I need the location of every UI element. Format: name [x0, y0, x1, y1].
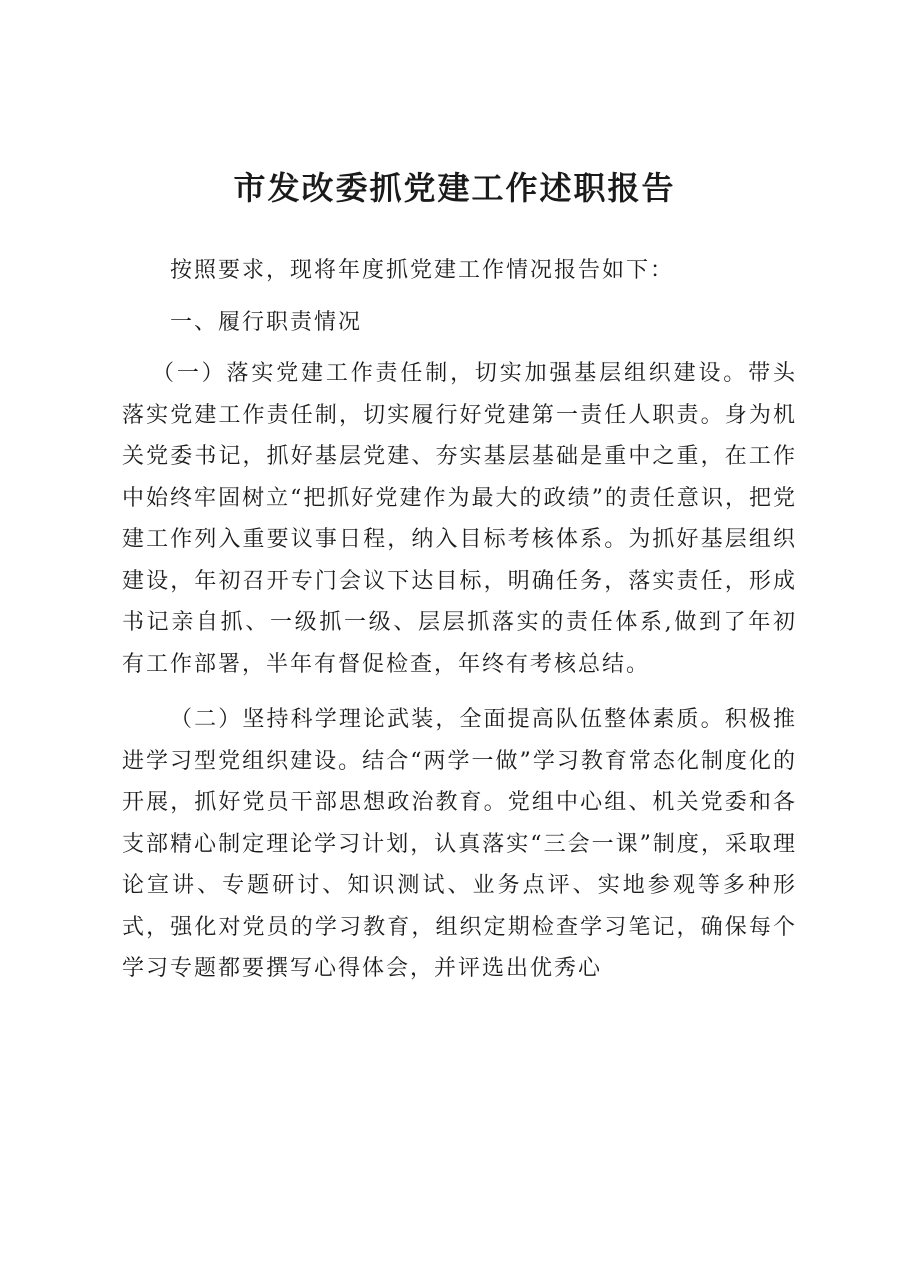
intro-paragraph: 按照要求，现将年度抓党建工作情况报告如下：: [170, 258, 675, 283]
document-body: [122, 250, 797, 990]
paragraph-item-2: （二）坚持科学理论武装，全面提高队伍整体素质。积极推进学习型党组织建设。结合“两学一做”学习教育常态化制度化的开展，抓好党员干部思想政治教育。党组中心组、机关党委和各支部精心制定理论学习计划，认真落实“三会一课”制度，采取理论宣讲、专题研讨、知识测试、业务点评、实地参观等多种形式，强化对党员的学习教育，组织定期检查学习笔记，确保每个学习专题都要撰写心得体会，并评选出优秀心: [122, 707, 797, 981]
paragraph-item-1: （一）落实党建工作责任制，切实加强基层组织建设。带头落实党建工作责任制，切实履行好党建第一责任人职责。身为机关党委书记，抓好基层党建、夯实基层基础是重中之重，在工作中始终牢固树立“把抓好党建作为最大的政绩”的责任意识，把党建工作列入重要议事日程，纳入目标考核体系。为抓好基层组织建设，年初召开专门会议下达目标，明确任务，落实责任，形成书记亲自抓、一级抓一级、层层抓落实的责任体系,做到了年初有工作部署，半年有督促检查，年终有考核总结。: [122, 361, 797, 677]
document-title: 市发改委抓党建工作述职报告: [233, 169, 676, 207]
section-heading: 一、履行职责情况: [170, 309, 363, 335]
